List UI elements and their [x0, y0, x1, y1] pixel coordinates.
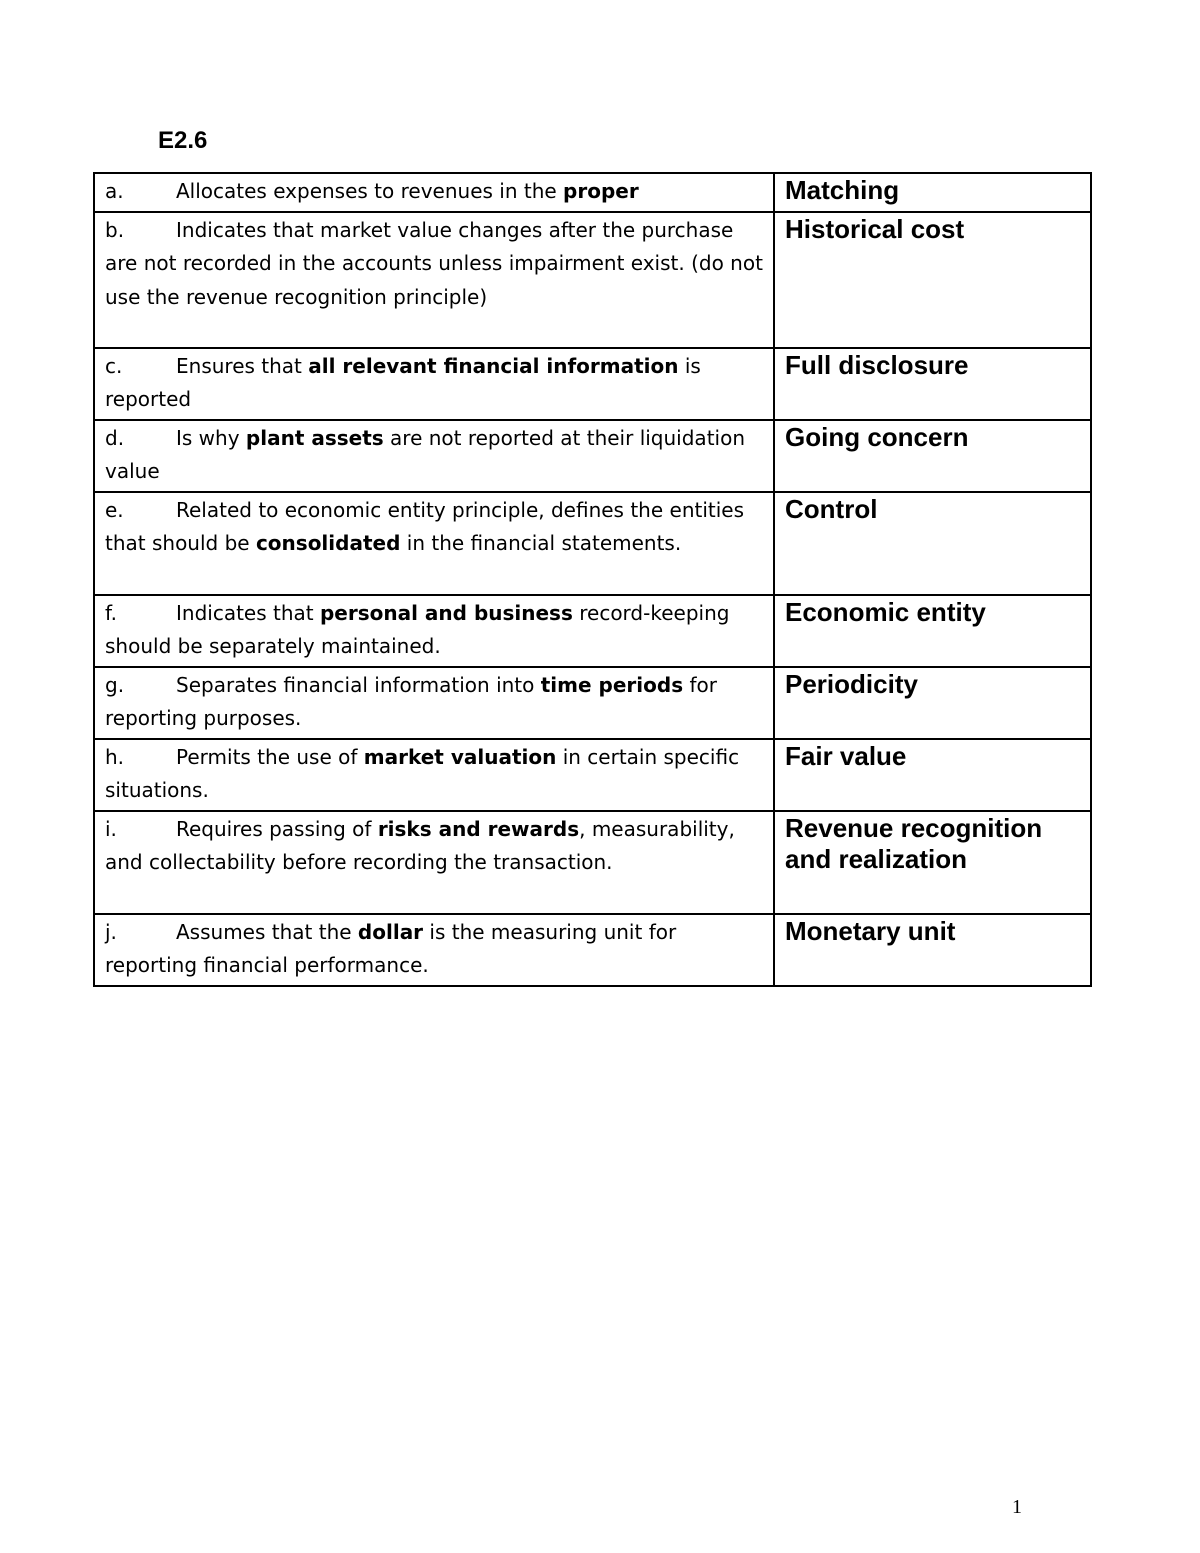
description-emphasis: consolidated — [255, 531, 401, 555]
description-text: Allocates expenses to revenues in the — [176, 179, 564, 203]
table-row — [94, 667, 1091, 739]
principle-term: Monetary unit — [774, 914, 1091, 986]
table-row — [94, 173, 1091, 212]
description-emphasis: all relevant financial information — [308, 353, 679, 378]
item-letter: a. — [105, 179, 124, 203]
description-cell — [94, 811, 774, 914]
principle-term: Full disclosure — [774, 348, 1091, 420]
page-number: 1 — [1012, 1496, 1022, 1518]
description-cell — [94, 667, 774, 739]
principle-term: Matching — [774, 173, 1091, 212]
description-text: Separates financial information into — [176, 672, 541, 697]
table-row — [94, 348, 1091, 420]
table-row — [94, 212, 1091, 348]
description-text: record-keeping should be separately maintained. — [105, 600, 730, 658]
description-emphasis: risks and rewards — [377, 816, 580, 841]
item-letter: g. — [105, 672, 125, 697]
description-text: Related to economic entity principle, defines the entities that should be — [105, 497, 745, 555]
description-text: Is why — [176, 425, 246, 450]
table-row — [94, 420, 1091, 492]
description-text: Indicates that market value changes after the purchase are not recorded in the accounts unless impairment exist. (do not use the revenue recognition principle) — [105, 217, 763, 309]
description-emphasis: time periods — [540, 672, 684, 697]
description-text: is reported — [105, 353, 701, 411]
principle-term: Going concern — [774, 420, 1091, 492]
item-letter: f. — [105, 600, 117, 625]
description-cell — [94, 739, 774, 811]
description-text: Permits the use of — [176, 744, 364, 769]
description-cell — [94, 595, 774, 667]
description-cell — [94, 173, 774, 212]
description-text: for reporting purposes. — [105, 672, 717, 730]
description-cell — [94, 492, 774, 595]
description-cell — [94, 348, 774, 420]
item-letter: e. — [105, 497, 124, 522]
item-letter: c. — [105, 353, 123, 378]
description-text: is the measuring unit for reporting financial performance. — [105, 919, 677, 977]
principle-term: Economic entity — [774, 595, 1091, 667]
description-cell — [94, 212, 774, 348]
item-letter: j. — [105, 919, 117, 944]
description-text: in the financial statements. — [400, 531, 682, 555]
table-row — [94, 914, 1091, 986]
principle-term: Historical cost — [774, 212, 1091, 348]
principle-term: Revenue recognition and realization — [774, 811, 1091, 914]
description-text: , measurability, and collectability before recording the transaction. — [105, 816, 735, 874]
description-text: are not reported at their liquidation value — [105, 425, 745, 483]
description-text: Assumes that the — [176, 919, 358, 944]
exercise-heading: E2.6 — [158, 127, 208, 154]
description-emphasis: plant assets — [245, 425, 384, 450]
item-letter: b. — [105, 217, 125, 242]
item-letter: d. — [105, 425, 125, 450]
description-cell — [94, 914, 774, 986]
item-letter: i. — [105, 816, 117, 841]
principle-term: Control — [774, 492, 1091, 595]
description-cell — [94, 420, 774, 492]
item-letter: h. — [105, 744, 125, 769]
description-text: Requires passing of — [176, 816, 378, 841]
description-text: in certain specific situations. — [105, 744, 740, 802]
table-row — [94, 739, 1091, 811]
table-row — [94, 492, 1091, 595]
principle-term: Periodicity — [774, 667, 1091, 739]
table-row — [94, 595, 1091, 667]
description-emphasis: personal and business — [319, 600, 573, 625]
description-text: Ensures that — [176, 353, 309, 378]
matching-table — [93, 172, 1092, 987]
description-emphasis: dollar — [357, 919, 424, 944]
description-emphasis: proper — [563, 179, 639, 203]
table-row — [94, 811, 1091, 914]
description-emphasis: market valuation — [363, 744, 557, 769]
description-text: Indicates that — [176, 600, 320, 625]
principle-term: Fair value — [774, 739, 1091, 811]
